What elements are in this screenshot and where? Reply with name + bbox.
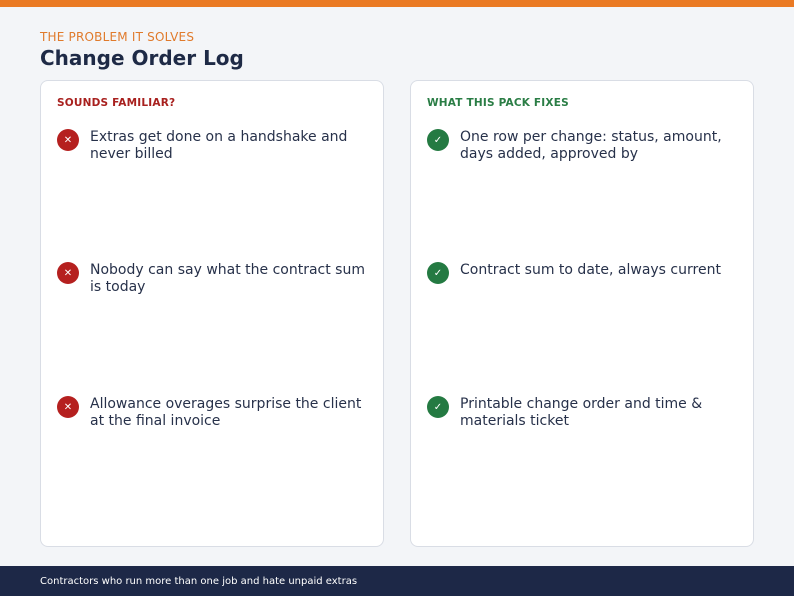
problem-item (57, 262, 369, 296)
fix-item (427, 129, 739, 163)
check-icon: ✓ (427, 396, 449, 418)
top-accent-bar (0, 0, 794, 7)
problem-item (57, 396, 369, 430)
page-title: Change Order Log (40, 46, 244, 70)
problems-card (40, 80, 384, 547)
check-icon: ✓ (427, 262, 449, 284)
eyebrow-label: THE PROBLEM IT SOLVES (40, 30, 195, 44)
problem-item (57, 129, 369, 163)
footer-text: Contractors who run more than one job and hate unpaid extras (40, 575, 358, 587)
fix-text: One row per change: status, amount, days added, approved by (460, 129, 722, 162)
check-icon: ✓ (427, 129, 449, 151)
fix-text: Printable change order and time & materials ticket (460, 396, 703, 429)
x-icon: ✕ (57, 396, 79, 418)
fixes-heading: WHAT THIS PACK FIXES (427, 97, 569, 109)
fixes-card (410, 80, 754, 547)
x-icon: ✕ (57, 129, 79, 151)
fix-item (427, 262, 739, 284)
footer-bar (0, 566, 794, 596)
problems-heading: SOUNDS FAMILIAR? (57, 97, 176, 109)
fix-item (427, 396, 739, 430)
problem-text: Allowance overages surprise the client at the final invoice (90, 396, 362, 429)
fix-text: Contract sum to date, always current (460, 262, 721, 278)
problem-text: Extras get done on a handshake and never billed (90, 129, 348, 162)
problem-text: Nobody can say what the contract sum is today (90, 262, 365, 295)
x-icon: ✕ (57, 262, 79, 284)
